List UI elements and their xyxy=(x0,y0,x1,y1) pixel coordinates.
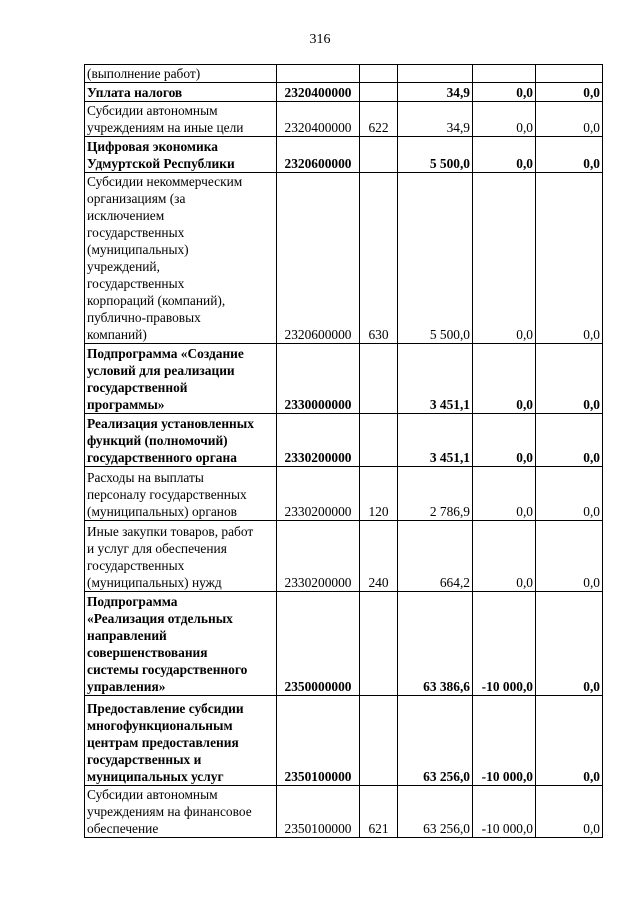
amount-2022-cell: 0,0 xyxy=(536,414,603,467)
amount-2021-cell: -10 000,0 xyxy=(473,592,536,696)
row-name-line: учреждениям на иные цели xyxy=(87,120,244,135)
amount-2020-cell: 2 786,9 xyxy=(398,467,473,521)
row-name-line: Цифровая экономика xyxy=(87,139,218,154)
row-name-line: государственных xyxy=(87,276,185,291)
amount-2020-cell: 5 500,0 xyxy=(398,173,473,344)
row-name-cell xyxy=(85,173,277,344)
table-row xyxy=(85,83,603,102)
table-row xyxy=(85,344,603,414)
expense-type-cell xyxy=(360,344,398,414)
code-cell: 2330200000 xyxy=(277,521,360,592)
amount-2020-cell xyxy=(398,65,473,83)
row-name-line: Расходы на выплаты xyxy=(87,470,204,485)
amount-2021-cell: 0,0 xyxy=(473,344,536,414)
amount-2022-cell: 0,0 xyxy=(536,467,603,521)
amount-2020-cell: 664,2 xyxy=(398,521,473,592)
row-name-line: Иные закупки товаров, работ xyxy=(87,524,254,539)
amount-2022-cell: 0,0 xyxy=(536,786,603,838)
row-name-line: персоналу государственных xyxy=(87,487,247,502)
row-name-line: (муниципальных) нужд xyxy=(87,575,222,590)
row-name-line: (выполнение работ) xyxy=(87,66,201,81)
table-row xyxy=(85,137,603,173)
row-name-line: «Реализация отдельных xyxy=(87,611,233,626)
row-name-cell xyxy=(85,344,277,414)
code-cell: 2320600000 xyxy=(277,137,360,173)
row-name-line: компаний) xyxy=(87,327,147,342)
expense-type-cell xyxy=(360,414,398,467)
row-name-line: государственного органа xyxy=(87,450,237,465)
amount-2021-cell: 0,0 xyxy=(473,173,536,344)
amount-2021-cell: 0,0 xyxy=(473,521,536,592)
amount-2020-cell: 34,9 xyxy=(398,102,473,137)
row-name-cell xyxy=(85,696,277,786)
row-name-line: Подпрограмма «Создание xyxy=(87,346,244,361)
expense-type-cell: 240 xyxy=(360,521,398,592)
row-name-cell xyxy=(85,521,277,592)
amount-2022-cell: 0,0 xyxy=(536,344,603,414)
table-row xyxy=(85,102,603,137)
table-row xyxy=(85,521,603,592)
page-number: 316 xyxy=(309,32,331,47)
code-cell: 2330200000 xyxy=(277,414,360,467)
amount-2022-cell xyxy=(536,65,603,83)
row-name-line: публично-правовых xyxy=(87,310,201,325)
expense-type-cell xyxy=(360,696,398,786)
amount-2022-cell: 0,0 xyxy=(536,83,603,102)
amount-2022-cell: 0,0 xyxy=(536,696,603,786)
amount-2021-cell: -10 000,0 xyxy=(473,786,536,838)
row-name-line: условий для реализации xyxy=(87,363,235,378)
row-name-line: направлений xyxy=(87,628,167,643)
table-row xyxy=(85,696,603,786)
table-row xyxy=(85,414,603,467)
table-row xyxy=(85,467,603,521)
row-name-line: системы государственного xyxy=(87,662,248,677)
row-name-cell xyxy=(85,786,277,838)
expense-type-cell xyxy=(360,65,398,83)
row-name-line: государственных xyxy=(87,558,185,573)
row-name-cell xyxy=(85,137,277,173)
expense-type-cell xyxy=(360,137,398,173)
table-row xyxy=(85,592,603,696)
row-name-line: управления» xyxy=(87,679,166,694)
row-name-cell xyxy=(85,414,277,467)
row-name-line: Предоставление субсидии xyxy=(87,701,244,716)
row-name-line: центрам предоставления xyxy=(87,735,239,750)
expense-type-cell: 120 xyxy=(360,467,398,521)
code-cell: 2350000000 xyxy=(277,592,360,696)
table-row xyxy=(85,173,603,344)
amount-2021-cell: 0,0 xyxy=(473,467,536,521)
row-name-cell xyxy=(85,467,277,521)
expense-type-cell: 622 xyxy=(360,102,398,137)
row-name-line: Подпрограмма xyxy=(87,594,178,609)
budget-table xyxy=(84,64,603,838)
code-cell: 2320400000 xyxy=(277,102,360,137)
row-name-line: муниципальных услуг xyxy=(87,769,224,784)
code-cell: 2320400000 xyxy=(277,83,360,102)
row-name-line: обеспечение xyxy=(87,821,159,836)
expense-type-cell xyxy=(360,83,398,102)
row-name-line: государственной xyxy=(87,380,188,395)
amount-2021-cell: 0,0 xyxy=(473,137,536,173)
row-name-line: и услуг для обеспечения xyxy=(87,541,227,556)
table-row xyxy=(85,786,603,838)
row-name-line: совершенствования xyxy=(87,645,208,660)
amount-2020-cell: 63 256,0 xyxy=(398,696,473,786)
row-name-line: организациям (за xyxy=(87,191,186,206)
row-name-line: (муниципальных) xyxy=(87,242,189,257)
row-name-line: Субсидии некоммерческим xyxy=(87,174,243,189)
amount-2021-cell: 0,0 xyxy=(473,83,536,102)
amount-2022-cell: 0,0 xyxy=(536,173,603,344)
expense-type-cell xyxy=(360,592,398,696)
row-name-line: (муниципальных) органов xyxy=(87,504,237,519)
amount-2020-cell: 3 451,1 xyxy=(398,344,473,414)
amount-2021-cell: 0,0 xyxy=(473,102,536,137)
code-cell xyxy=(277,65,360,83)
row-name-line: учреждений, xyxy=(87,259,160,274)
code-cell: 2330000000 xyxy=(277,344,360,414)
row-name-line: Субсидии автономным xyxy=(87,787,218,802)
row-name-line: государственных xyxy=(87,225,185,240)
code-cell: 2350100000 xyxy=(277,786,360,838)
row-name-line: учреждениям на финансовое xyxy=(87,804,252,819)
row-name-line: Реализация установленных xyxy=(87,416,254,431)
row-name-line: Субсидии автономным xyxy=(87,103,218,118)
amount-2021-cell xyxy=(473,65,536,83)
expense-type-cell: 630 xyxy=(360,173,398,344)
amount-2021-cell: 0,0 xyxy=(473,414,536,467)
code-cell: 2330200000 xyxy=(277,467,360,521)
row-name-cell xyxy=(85,83,277,102)
amount-2020-cell: 5 500,0 xyxy=(398,137,473,173)
row-name-line: корпораций (компаний), xyxy=(87,293,226,308)
row-name-line: исключением xyxy=(87,208,165,223)
amount-2022-cell: 0,0 xyxy=(536,102,603,137)
row-name-line: программы» xyxy=(87,397,165,412)
amount-2022-cell: 0,0 xyxy=(536,521,603,592)
row-name-cell xyxy=(85,65,277,83)
amount-2020-cell: 63 386,6 xyxy=(398,592,473,696)
amount-2020-cell: 3 451,1 xyxy=(398,414,473,467)
amount-2022-cell: 0,0 xyxy=(536,592,603,696)
table-row xyxy=(85,65,603,83)
row-name-line: функций (полномочий) xyxy=(87,433,228,448)
row-name-line: многофункциональным xyxy=(87,718,233,733)
amount-2021-cell: -10 000,0 xyxy=(473,696,536,786)
row-name-cell xyxy=(85,592,277,696)
code-cell: 2320600000 xyxy=(277,173,360,344)
amount-2020-cell: 63 256,0 xyxy=(398,786,473,838)
row-name-line: государственных и xyxy=(87,752,202,767)
expense-type-cell: 621 xyxy=(360,786,398,838)
row-name-line: Уплата налогов xyxy=(87,85,183,100)
amount-2020-cell: 34,9 xyxy=(398,83,473,102)
amount-2022-cell: 0,0 xyxy=(536,137,603,173)
row-name-cell xyxy=(85,102,277,137)
code-cell: 2350100000 xyxy=(277,696,360,786)
row-name-line: Удмуртской Республики xyxy=(87,156,235,171)
